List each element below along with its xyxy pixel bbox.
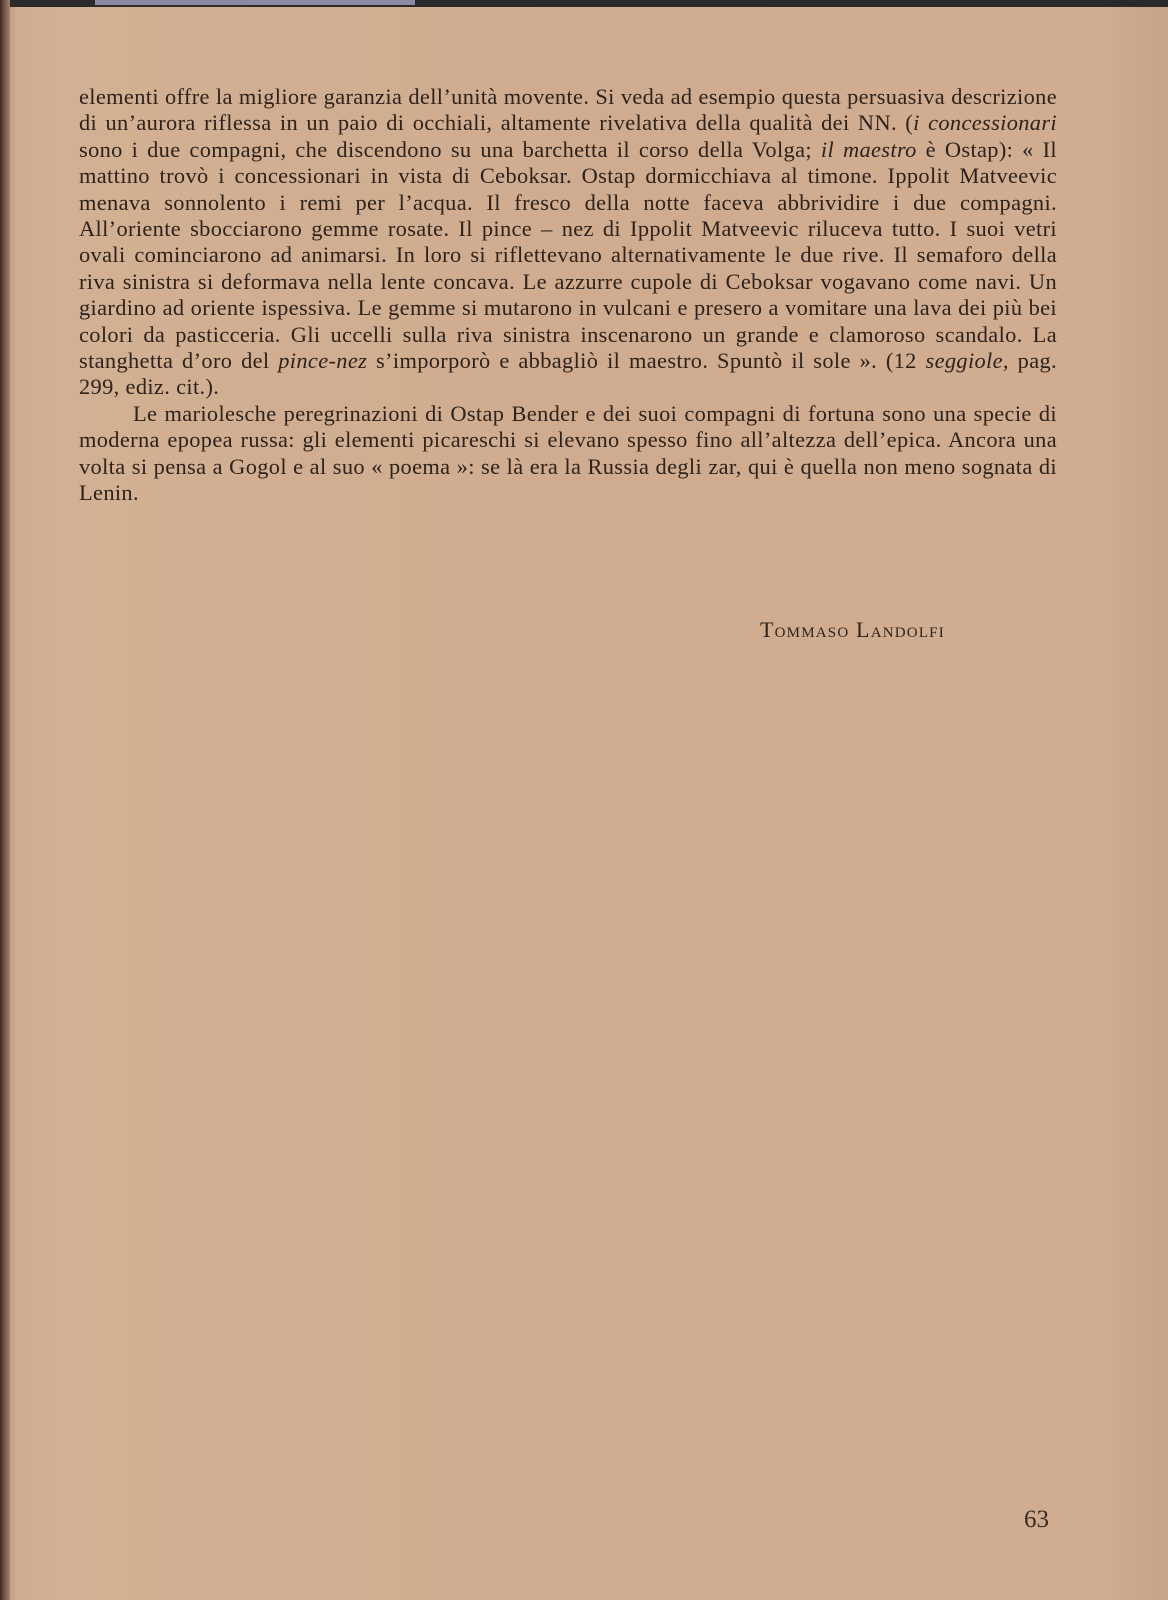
paragraph-1: elementi offre la migliore garanzia dell’unità movente. Si veda ad esempio questa persuasiva descrizione di un’aurora riflessa in un paio di occhiali, altamente rivelativa della qualità dei NN. (i concessionari sono i due compagni, che discendono su una barchetta il corso della Volga; il maestro è Ostap): « Il mattino trovò i concessionari in vista di Ceboksar. Ostap dormicchiava al timone. Ippolit Matveevic menava sonnolento i remi per l’acqua. Il fresco della notte faceva abbrividire i due compagni. All’oriente sbocciarono gemme rosate. Il pince – nez di Ippolit Matveevic riluceva tutto. I suoi vetri ovali cominciarono ad animarsi. In loro si riflettevano alternativamente le due rive. Il semaforo della riva sinistra si deformava nella lente concava. Le azzurre cupole di Ceboksar vogavano come navi. Un giardino ad oriente ispessiva. Le gemme si mutarono in vulcani e presero a vomitare una lava dei più bei colori da pasticceria. Gli uccelli sulla riva sinistra inscenarono un grande e clamoroso scandalo. La stanghetta d’oro del pince-nez s’imporporò e abbagliò il maestro. Spuntò il sole ». (12 seggiole, pag. 299, ediz. cit.). bbox=[79, 84, 1058, 400]
page-number: 63 bbox=[1024, 1506, 1049, 1533]
author-signature: Tommaso Landolfi bbox=[760, 617, 945, 642]
italic-phrase: il maestro bbox=[820, 136, 917, 162]
page-top-edge bbox=[0, 0, 1168, 7]
paragraph-2: Le mariolesche peregrinazioni di Ostap Bender e dei suoi compagni di fortuna sono una specie di moderna epopea russa: gli elementi picareschi si elevano spesso fino all’altezza dell’epica. Ancora una volta si pensa a Gogol e al suo « poema »: se là era la Russia degli zar, qui è quella non meno sognata di Lenin. bbox=[79, 400, 1057, 506]
article-body bbox=[79, 84, 1057, 507]
italic-phrase: i concessionari bbox=[913, 110, 1057, 136]
page-binding-edge bbox=[0, 0, 10, 1600]
italic-phrase: pince-nez bbox=[278, 348, 368, 374]
italic-phrase: seggiole, bbox=[925, 348, 1009, 374]
